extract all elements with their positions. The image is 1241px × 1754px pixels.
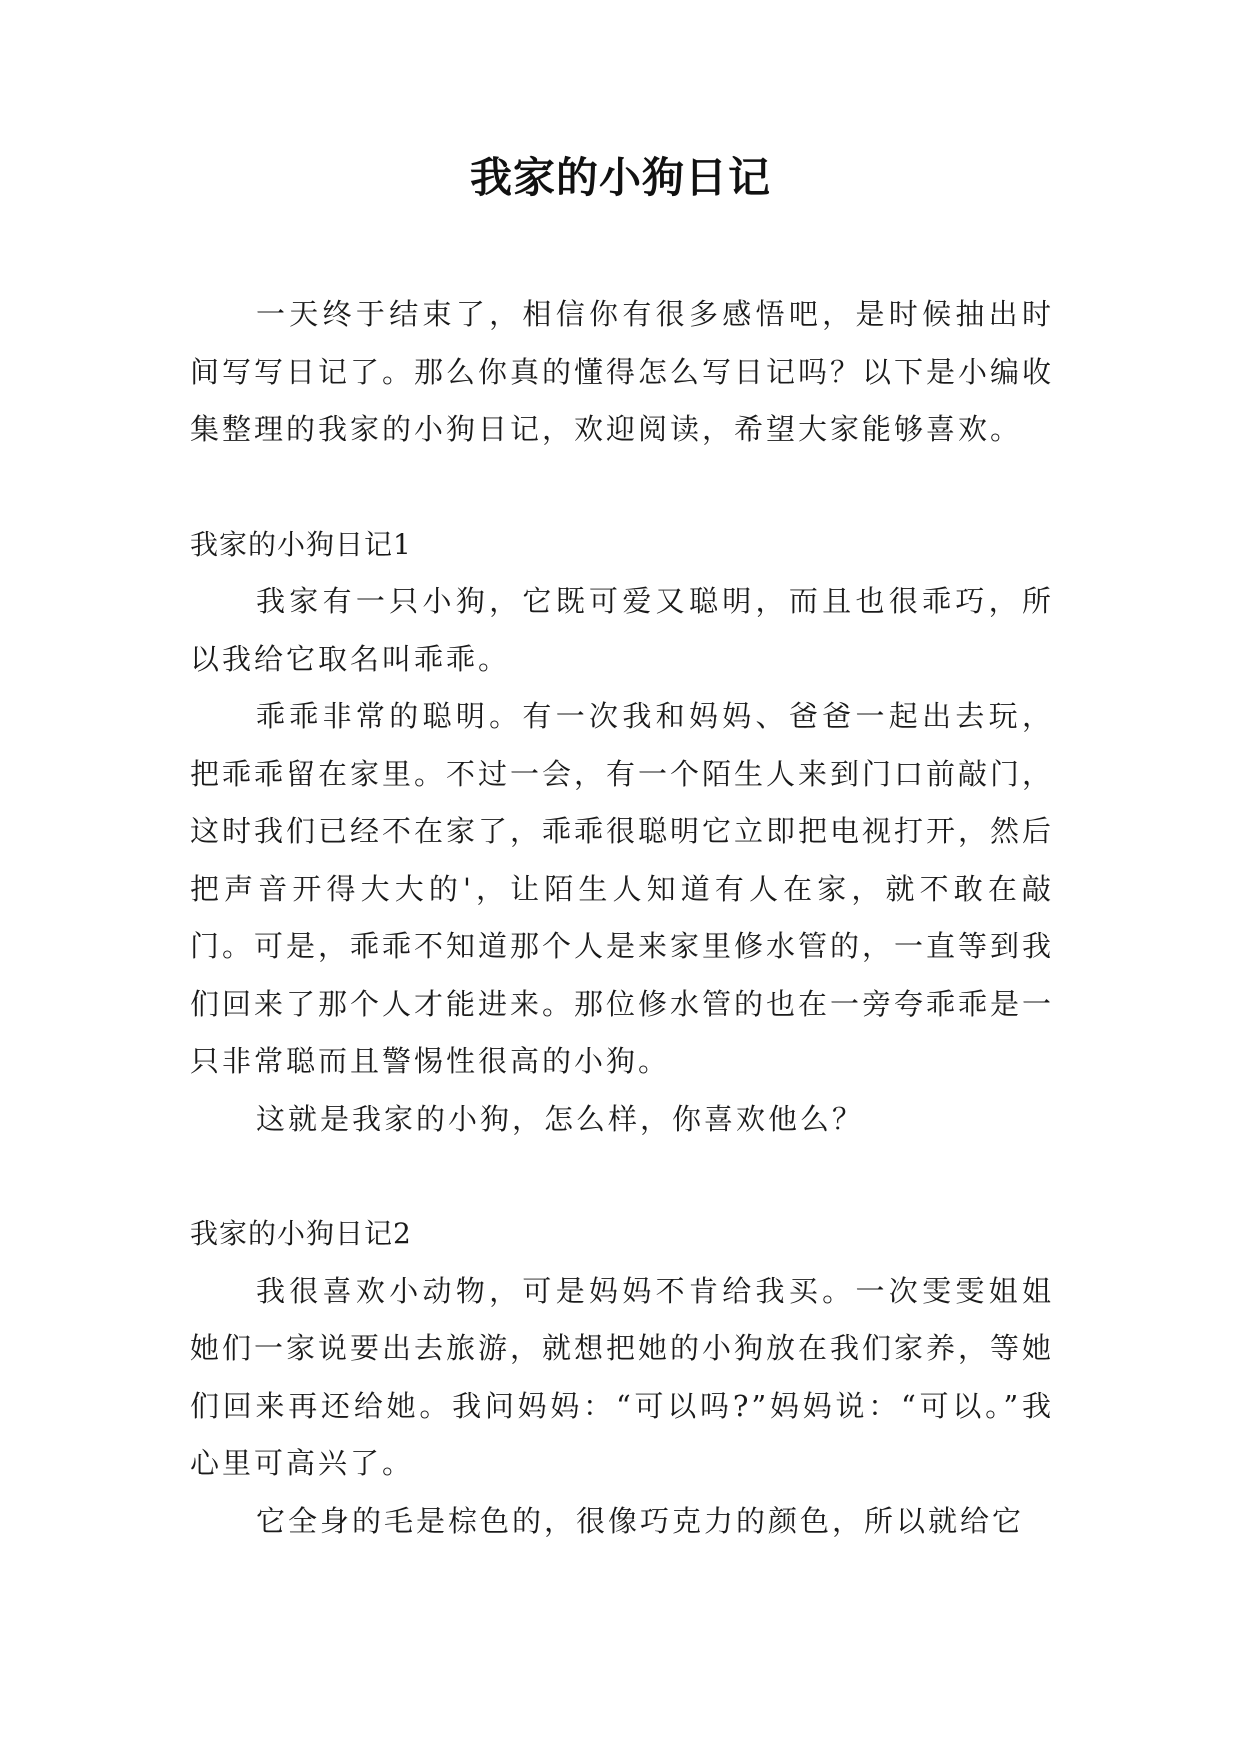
section-heading: 我家的小狗日记2 — [190, 1217, 412, 1250]
section-gap — [190, 459, 1054, 516]
body-paragraph: 它全身的毛是棕色的，很像巧克力的颜色，所以就给它 — [256, 1503, 1025, 1538]
section-heading: 我家的小狗日记1 — [190, 527, 412, 561]
section-2 — [190, 1205, 1054, 1550]
intro-paragraph: 一天终于结束了，相信你有很多感悟吧，是时候抽出时间写写日记了。那么你真的懂得怎么写日记吗？以下是小编收集整理的我家的小狗日记，欢迎阅读，希望大家能够喜欢。 — [190, 297, 1055, 446]
section-gap — [190, 1148, 1054, 1205]
body-paragraph: 乖乖非常的聪明。有一次我和妈妈、爸爸一起出去玩，把乖乖留在家里。不过一会，有一个陌生人来到门口前敲门，这时我们已经不在家了，乖乖很聪明它立即把电视打开，然后把声音开得大大的'，让陌生人知道有人在家，就不敢在敲门。可是，乖乖不知道那个人是来家里修水管的，一直等到我们回来了那个人才能进来。那位修水管的也在一旁夸乖乖是一只非常聪而且警惕性很高的小狗。 — [190, 699, 1055, 1078]
document-body — [190, 286, 1054, 1550]
body-paragraph: 我很喜欢小动物，可是妈妈不肯给我买。一次雯雯姐姐她们一家说要出去旅游，就想把她的小狗放在我们家养，等她们回来再还给她。我问妈妈：“可以吗?”妈妈说：“可以。”我心里可高兴了。 — [190, 1273, 1055, 1480]
body-paragraph: 这就是我家的小狗，怎么样，你喜欢他么？ — [256, 1101, 865, 1136]
document-title: 我家的小狗日记 — [469, 153, 771, 202]
body-paragraph: 我家有一只小狗，它既可爱又聪明，而且也很乖巧，所以我给它取名叫乖乖。 — [190, 584, 1054, 676]
section-1 — [190, 516, 1054, 1149]
